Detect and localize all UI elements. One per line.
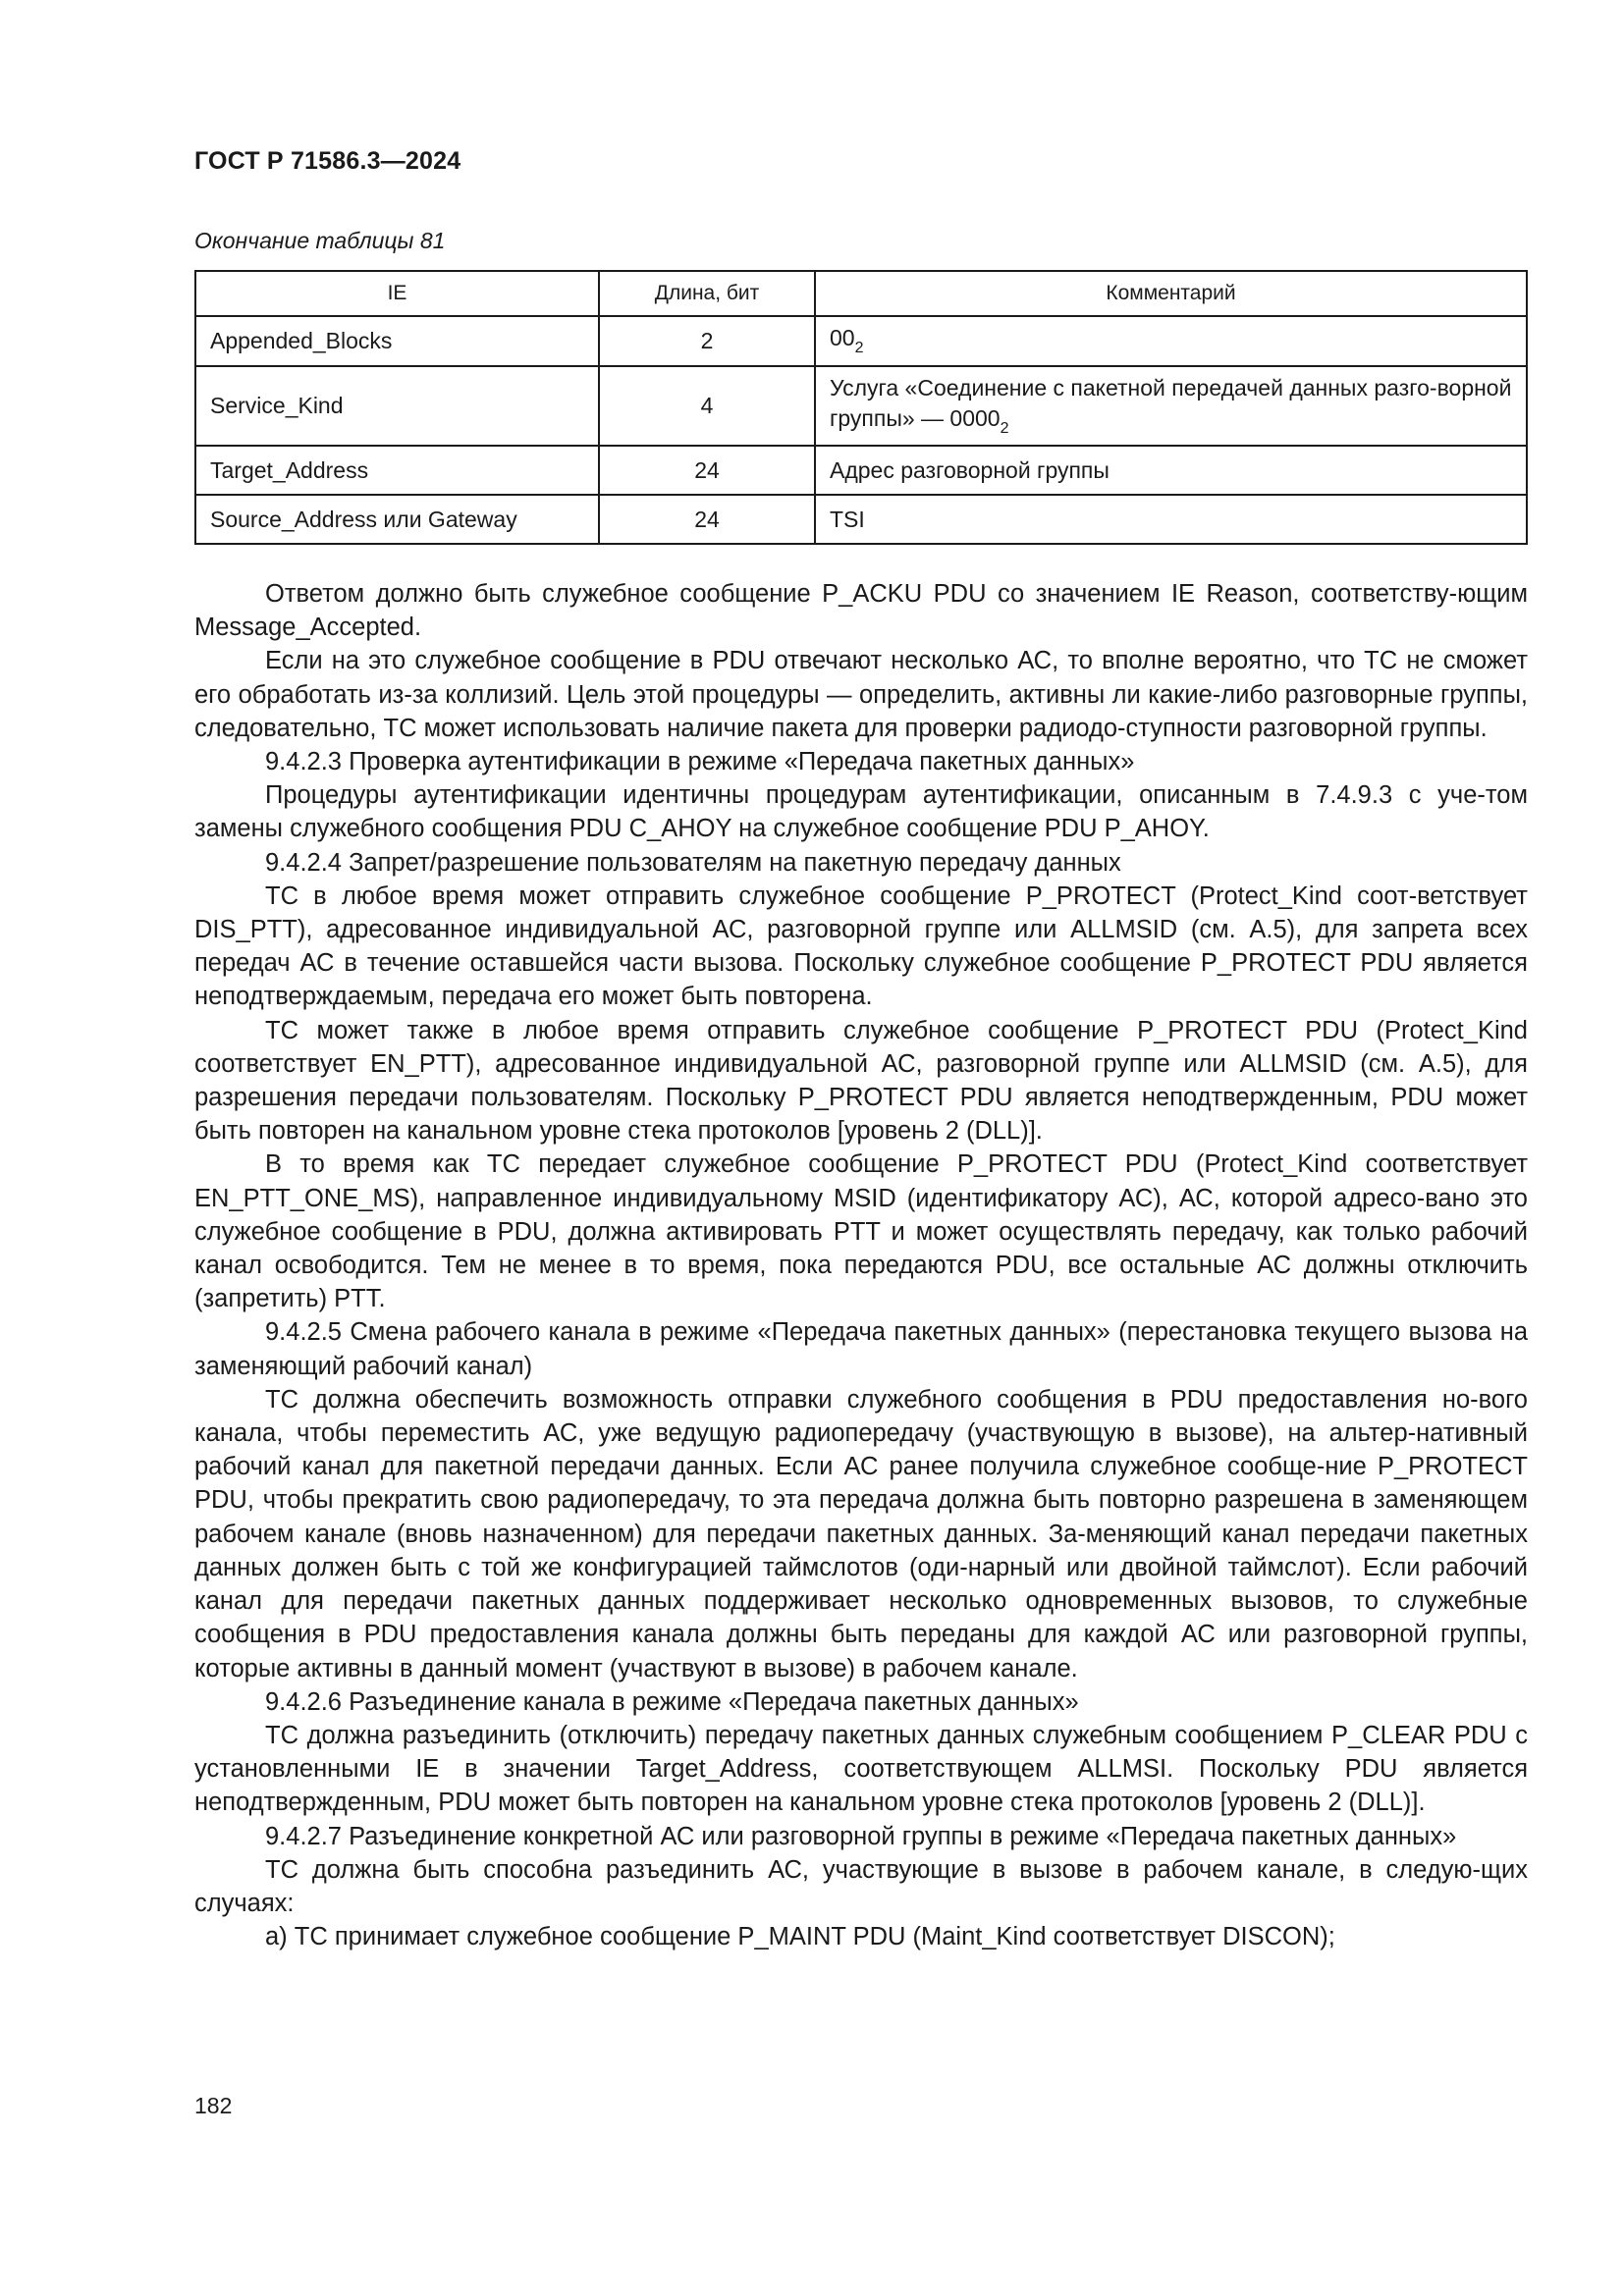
cell-length: 24 (599, 495, 815, 544)
column-header-ie: IE (195, 271, 599, 316)
cell-ie: Source_Address или Gateway (195, 495, 599, 544)
column-header-length: Длина, бит (599, 271, 815, 316)
section-heading-9-4-2-4: 9.4.2.4 Запрет/разрешение пользователям на пакетную передачу данных (265, 848, 1121, 877)
paragraph: ТС может также в любое время отправить служебное сообщение P_PROTECT PDU (Protect_Kind соответствует EN_PTT), адресованное индивидуальной АС, разговорной группе или ALLMSID (см. А.5), для разрешения передачи пользователям. Поскольку P_PROTECT PDU является неподтвержденным, PDU может быть повторен на канальном уровне стека протоколов [уровень 2 (DLL)]. (194, 1016, 1528, 1146)
body-text (194, 577, 1528, 1953)
section-heading-9-4-2-6: 9.4.2.6 Разъединение канала в режиме «Передача пакетных данных» (265, 1687, 1079, 1716)
document-code-header: ГОСТ Р 71586.3—2024 (194, 147, 461, 175)
paragraph: ТС в любое время может отправить служебное сообщение P_PROTECT (Protect_Kind соот-ветствует DIS_PTT), адресованное индивидуальной АС, разговорной группе или ALLMSID (см. А.5), для запрета всех передач АС в течение оставшейся части вызова. Поскольку служебное сообщение P_PROTECT PDU является неподтверждаемым, передача его может быть повторена. (194, 881, 1528, 1011)
section-heading-9-4-2-5: 9.4.2.5 Смена рабочего канала в режиме «Передача пакетных данных» (перестановка текущего вызова на заменяющий рабочий канал) (194, 1318, 1528, 1380)
table-row (195, 446, 1527, 495)
table-row (195, 366, 1527, 447)
comment-subscript: 2 (854, 340, 864, 356)
cell-comment: TSI (815, 495, 1527, 544)
comment-text: 00 (830, 325, 855, 350)
paragraph: Если на это служебное сообщение в PDU отвечают несколько АС, то вполне вероятно, что ТС не сможет его обработать из-за коллизий. Цель этой процедуры — определить, активны ли какие-либо разговорные группы, следовательно, ТС может использовать наличие пакета для проверки радиодо-ступности разговорной группы. (194, 647, 1528, 742)
table-header-row (195, 271, 1527, 316)
section-heading-9-4-2-3: 9.4.2.3 Проверка аутентификации в режиме «Передача пакетных данных» (265, 748, 1135, 776)
cell-comment (815, 316, 1527, 366)
cell-comment: Адрес разговорной группы (815, 446, 1527, 495)
paragraph: Ответом должно быть служебное сообщение P_ACKU PDU со значением IE Reason, соответству-ющим Message_Accepted. (194, 580, 1528, 642)
comment-text: Услуга «Соединение с пакетной передачей данных разго-ворной группы» — 0000 (830, 374, 1512, 431)
page-number: 182 (194, 2093, 233, 2118)
cell-length: 2 (599, 316, 815, 366)
paragraph: ТС должна обеспечить возможность отправки служебного сообщения в PDU предоставления но-вого канала, чтобы переместить АС, уже ведущую радиопередачу (участвующую в вызове), на альтер-нативный рабочий канал для пакетной передачи данных. Если АС ранее получила служебное сообще-ние P_PROTECT PDU, чтобы прекратить свою радиопередачу, то эта передача должна быть повторно разрешена в заменяющем рабочем канале (вновь назначенном) для передачи пакетных данных. За-меняющий канал передачи пакетных данных должен быть с той же конфигурацией таймслотов (оди-нарный или двойной таймслот). Если рабочий канал для передачи пакетных данных поддерживает несколько одновременных вызовов, то служебные сообщения в PDU предоставления канала должны быть переданы для каждой АС или разговорной группы, которые активны в данный момент (участвуют в вызове) в рабочем канале. (194, 1385, 1528, 1682)
paragraph: ТС должна быть способна разъединить АС, участвующие в вызове в рабочем канале, в следую-щих случаях: (194, 1855, 1528, 1917)
column-header-comment: Комментарий (815, 271, 1527, 316)
paragraph: В то время как ТС передает служебное сообщение P_PROTECT PDU (Protect_Kind соответствует EN_PTT_ONE_MS), направленное индивидуальному MSID (идентификатору АС), АС, которой адресо-вано это служебное сообщение в PDU, должна активировать PTT и может осуществлять передачу, как только рабочий канал освободится. Тем не менее в то время, пока передаются PDU, все остальные АС должны отключить (запретить) PTT. (194, 1150, 1528, 1313)
paragraph: ТС должна разъединить (отключить) передачу пакетных данных служебным сообщением P_CLEAR PDU с установленными IE в значении Target_Address, соответствующем ALLMSI. Поскольку PDU является неподтвержденным, PDU может быть повторен на канальном уровне стека протоколов [уровень 2 (DLL)]. (194, 1721, 1528, 1817)
table-81 (194, 270, 1528, 545)
section-heading-9-4-2-7: 9.4.2.7 Разъединение конкретной АС или разговорной группы в режиме «Передача пакетных данных» (265, 1822, 1457, 1850)
comment-subscript: 2 (1000, 419, 1009, 437)
cell-length: 4 (599, 366, 815, 447)
table-caption: Окончание таблицы 81 (194, 228, 446, 253)
cell-ie: Target_Address (195, 446, 599, 495)
table-row (195, 495, 1527, 544)
list-item: а) ТС принимает служебное сообщение P_MAINT PDU (Maint_Kind соответствует DISCON); (265, 1923, 1335, 1951)
cell-ie: Appended_Blocks (195, 316, 599, 366)
paragraph: Процедуры аутентификации идентичны процедурам аутентификации, описанным в 7.4.9.3 с уче-том замены служебного сообщения PDU C_AHOY на служебное сообщение PDU P_AHOY. (194, 781, 1528, 843)
cell-length: 24 (599, 446, 815, 495)
table-row (195, 316, 1527, 366)
cell-ie: Service_Kind (195, 366, 599, 447)
cell-comment (815, 366, 1527, 447)
